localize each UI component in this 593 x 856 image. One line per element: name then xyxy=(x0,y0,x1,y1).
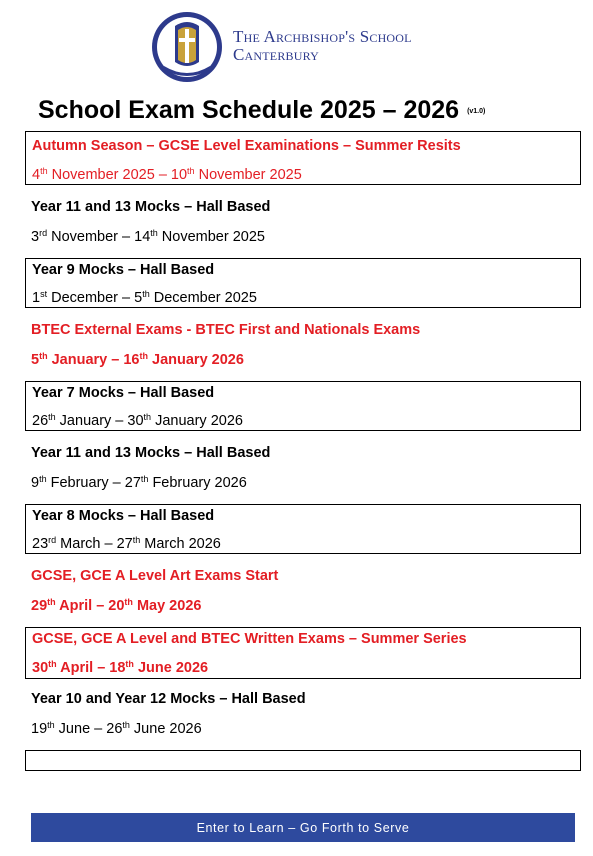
entry-heading: Year 11 and 13 Mocks – Hall Based xyxy=(31,199,271,215)
entry-dates: 26th January – 30th January 2026 xyxy=(32,412,243,429)
schedule-entry-btec-external xyxy=(25,316,581,374)
school-name xyxy=(233,28,412,64)
entry-dates: 23rd March – 27th March 2026 xyxy=(32,535,221,552)
school-name-line2: Canterbury xyxy=(233,45,320,64)
schedule-entry-y8-mocks xyxy=(25,504,581,554)
schedule-entry-autumn-resits xyxy=(25,131,581,185)
footer-motto-bar xyxy=(31,813,575,842)
schedule-entry-y9-mocks xyxy=(25,258,581,308)
version-label: (v1.0) xyxy=(467,107,486,115)
entry-dates: 9th February – 27th February 2026 xyxy=(31,474,247,491)
page-title-text: School Exam Schedule 2025 – 2026 xyxy=(38,96,460,124)
empty-entry-box xyxy=(25,750,581,771)
schedule-entry-y10-12-mocks xyxy=(25,685,581,743)
entry-heading: Autumn Season – GCSE Level Examinations – Summer Resits xyxy=(32,138,461,154)
entry-heading: Year 8 Mocks – Hall Based xyxy=(32,508,215,524)
schedule-entry-summer-series xyxy=(25,627,581,679)
entry-heading: Year 11 and 13 Mocks – Hall Based xyxy=(31,445,271,461)
entry-dates: 30th April – 18th June 2026 xyxy=(32,659,209,676)
school-header xyxy=(150,10,470,86)
entry-heading: GCSE, GCE A Level Art Exams Start xyxy=(31,568,279,584)
entry-heading: BTEC External Exams - BTEC First and Nationals Exams xyxy=(31,322,421,338)
entry-dates: 19th June – 26th June 2026 xyxy=(31,720,202,737)
schedule-entry-y11-13-mocks-feb xyxy=(25,439,581,497)
entry-heading: GCSE, GCE A Level and BTEC Written Exams – Summer Series xyxy=(32,631,467,647)
schedule-entry-y11-13-mocks-nov xyxy=(25,193,581,249)
entry-dates: 29th April – 20th May 2026 xyxy=(31,597,202,614)
schedule-entry-art-exams xyxy=(25,562,581,620)
school-name-line1: The Archbishop's School xyxy=(233,27,412,46)
page-title xyxy=(38,96,578,125)
entry-heading: Year 10 and Year 12 Mocks – Hall Based xyxy=(31,691,306,707)
schedule-entry-y7-mocks xyxy=(25,381,581,431)
entry-dates: 5th January – 16th January 2026 xyxy=(31,351,244,368)
entry-heading: Year 9 Mocks – Hall Based xyxy=(32,262,215,278)
entry-heading: Year 7 Mocks – Hall Based xyxy=(32,385,215,401)
footer-motto: Enter to Learn – Go Forth to Serve xyxy=(196,820,410,835)
entry-dates: 1st December – 5th December 2025 xyxy=(32,289,257,306)
entry-dates: 4th November 2025 – 10th November 2025 xyxy=(32,166,302,183)
school-crest-icon xyxy=(150,10,224,84)
entry-dates: 3rd November – 14th November 2025 xyxy=(31,228,265,245)
